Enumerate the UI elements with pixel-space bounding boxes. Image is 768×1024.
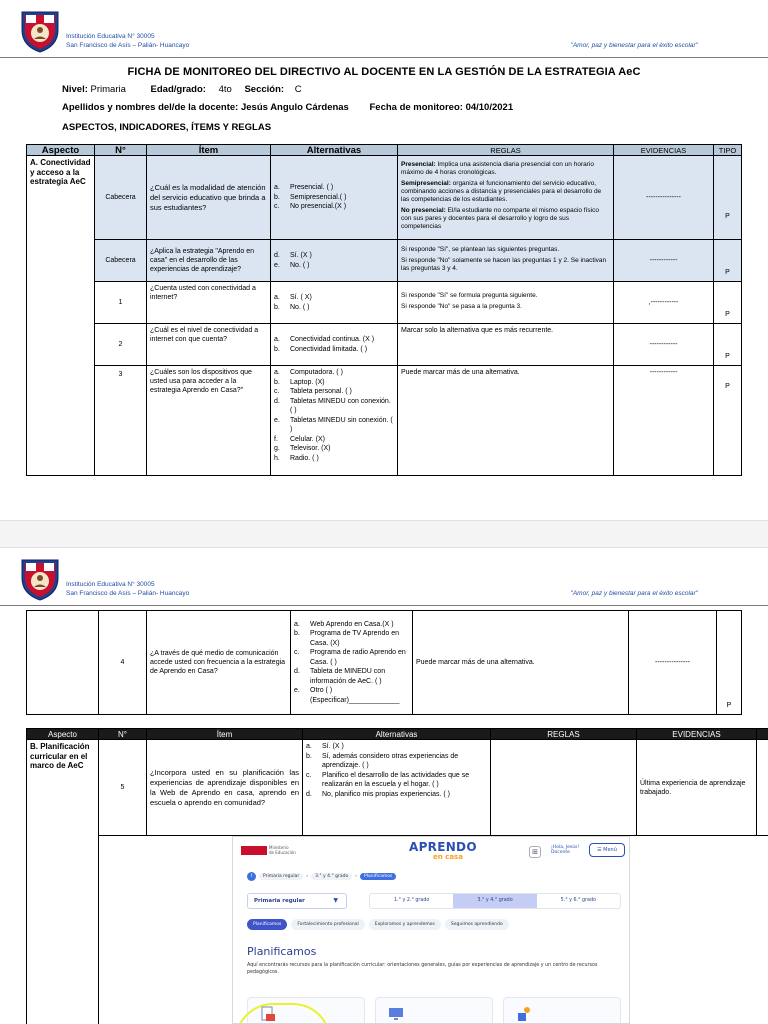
header-divider [0,605,768,606]
rule-term: No presencial: [401,207,446,214]
rule-desc: Implica una asistencia diaria presencial con un horario máximo de 4 horas cronológicas. [401,161,594,176]
edad-value: 4to [218,84,232,95]
alternative-option [294,620,409,630]
table-row [27,324,742,366]
alternative-option [274,251,394,261]
alternative-option [274,202,394,212]
header-divider [0,57,768,58]
alt-text: Sí, además considero otras experiencias de aprendizaje. ( ) [322,752,459,769]
rule-text: Si responde "Sí", se plantean las siguientes preguntas. [401,245,560,253]
item-question: ¿Cuál es la modalidad de atención del servicio educativo que brinda a sus estudiantes? [147,156,271,240]
aprendo-en-casa-screenshot [232,836,630,1024]
level-select[interactable] [247,893,347,909]
grade-selector [369,893,621,909]
info-row-level [62,84,302,95]
rule-term: Semipresencial: [401,180,451,187]
alt-text: Computadora. ( ) [290,369,343,376]
item-question: ¿Cuáles son los dispositivos que usted usa para acceder a la estrategia Aprendo en Casa?" [147,366,271,476]
alt-text: Tabletas MINEDU sin conexión. ( ) [290,416,393,433]
alt-key: a. [274,369,280,376]
evidence-cell: ------------ [614,240,714,282]
alternative-option [294,648,409,667]
page-separator [0,520,768,548]
role-line: Docente [551,850,570,855]
fecha-value: 04/10/2021 [465,102,514,113]
aspecto-cell [27,611,99,715]
monitor-icon [388,1006,404,1022]
menu-button[interactable]: ☰ Menú [589,843,625,857]
alternative-option [274,261,394,271]
col-item: Ítem [147,145,271,156]
col-extra [757,729,768,740]
evidence-cell: Última experiencia de aprendizaje trabajado. [637,740,757,836]
alternatives-cell [271,240,398,282]
chevron-right-icon: › [355,873,358,879]
page-header [0,0,768,58]
row-number: 2 [95,324,147,366]
docente-value: Jesús Angulo Cárdenas [240,102,349,113]
alt-text: Sí. (X ) [322,743,344,750]
alt-text: Programa de radio Aprendo en Casa. ( ) [310,649,406,666]
rule-desc: organiza el funcionamiento del servicio educativo, combinando acciones a distancia y presenciales para el desarrollo de las competencias de los estudiantes. [401,180,602,203]
alternative-option [274,303,394,313]
type-cell: P [714,366,742,476]
chevron-down-icon: ▼ [333,897,338,904]
evidence-cell: --------------- [629,611,717,715]
info-icon: i [247,872,256,881]
col-tipo: TIPO [714,145,742,156]
school-crest-logo [20,556,60,602]
edad-label: Edad/grado: [150,84,206,95]
alt-key: d. [306,790,312,798]
breadcrumb-item-current[interactable]: Planificamos [360,873,396,880]
col-numero: N° [95,145,147,156]
alt-key: c. [294,649,300,657]
alternatives-cell [271,282,398,324]
alt-key: a. [274,184,280,192]
section-tabs [247,919,509,930]
evidence-cell: ,------------ [614,282,714,324]
rules-cell [398,282,614,324]
col-aspecto: Aspecto [27,729,99,740]
alt-key: h. [274,454,280,462]
alternative-option [306,790,487,800]
alt-key: d. [274,397,280,405]
alt-text: Programa de TV Aprendo en Casa. (X) [310,630,399,647]
rule-text: Si responde "No" solamente se hacen las preguntas 1 y 2. Se inactivan las preguntas 3 y 4. [401,256,607,272]
alt-text: Presencial. ( ) [290,184,334,192]
alt-key: a. [306,743,312,750]
aspecto-cell: B. Planificación curricular en el marco de AeC [27,740,99,1024]
alt-text: Planifico el desarrollo de las actividades que se realizarán en la escuela y el hogar. ( ) [322,771,470,788]
alternative-option [294,667,409,686]
alternative-option [306,742,487,752]
institution-line-1: Institución Educativa N° 30005 [66,581,155,588]
info-row-teacher [62,102,513,113]
type-cell: P [717,611,742,715]
breadcrumb-item[interactable]: 3.° y 4.° grado [311,873,352,880]
row-number: 5 [99,740,147,836]
rules-cell [398,240,614,282]
alternative-option [274,368,394,378]
col-aspecto: Aspecto [27,145,95,156]
docente-label: Apellidos y nombres del/de la docente: [62,102,239,113]
col-evidencias: EVIDENCIAS [614,145,714,156]
col-reglas: REGLAS [398,145,614,156]
ministry-line-2: de Educación [269,849,296,855]
tab-exploramos[interactable]: Exploramos y aprendemos [369,919,441,930]
alt-text: Conectividad continua. (X ) [290,336,375,343]
grade-option[interactable]: 5.° y 6.° grado [560,898,596,903]
alt-key: e. [294,687,300,695]
rules-cell [398,366,614,476]
alt-text: Sí. ( X) [290,294,312,301]
rule-text: Marcar solo la alternativa que es más recurrente. [401,327,554,334]
alternative-option [274,378,394,388]
alt-text: Tableta personal. ( ) [290,388,352,395]
rule-text: Si responde "No" se pasa a la pregunta 3. [401,302,522,310]
section-heading: ASPECTOS, INDICADORES, ÍTEMS Y REGLAS [62,122,272,133]
row-number: 3 [95,366,147,476]
alt-text: Radio. ( ) [290,454,319,462]
type-cell: P [714,282,742,324]
monitoring-table-a [26,144,742,476]
alt-text: Laptop. (X) [290,378,325,386]
item-question: ¿Cuenta usted con conectividad a internet? [147,282,271,324]
alt-key: g. [274,445,280,452]
rules-cell: Puede marcar más de una alternativa. [413,611,629,715]
col-alternativas: Alternativas [303,729,491,740]
alt-key: e. [274,261,280,269]
table-row [27,282,742,324]
document-title: FICHA DE MONITOREO DEL DIRECTIVO AL DOCENTE EN LA GESTIÓN DE LA ESTRATEGIA AeC [127,66,641,78]
table-row [27,611,742,715]
alt-key: d. [274,252,280,259]
alternative-option [274,183,394,193]
grade-option[interactable]: 1.° y 2.° grado [394,898,430,903]
ministry-line-1: Ministerio [269,845,289,850]
col-evidencias: EVIDENCIAS [637,729,757,740]
alternatives-cell [271,156,398,240]
alternative-option [274,387,394,397]
alt-text: Semipresencial.( ) [290,193,347,201]
alt-key: c. [306,771,312,779]
alternatives-cell [271,324,398,366]
alternative-option [274,335,394,345]
table-row [27,366,742,476]
rule-text [401,161,610,177]
alternative-option [274,345,394,355]
institution-name [66,32,189,50]
alternative-option [274,435,394,445]
type-cell: P [714,324,742,366]
table-header-row [27,729,768,740]
monitoring-table-a-continued [26,610,742,715]
rule-text [401,207,610,231]
table-row [27,156,742,240]
alternative-option [274,397,394,416]
level-select-value: Primaria regular [254,898,305,904]
page-heading: Planificamos [247,945,317,958]
ministry-label [269,846,296,855]
alt-key: a. [294,620,300,628]
breadcrumb-item[interactable]: Primaria regular [259,873,303,880]
fecha-label: Fecha de monitoreo: [369,102,463,113]
col-alternativas: Alternativas [271,145,398,156]
resource-card[interactable] [503,997,621,1024]
chevron-right-icon: › [306,873,309,879]
extra-cell [757,740,768,836]
greeting-line: ¡Hola, Jesús! [551,845,580,850]
col-numero: N° [99,729,147,740]
institution-line-1: Institución Educativa N° 30005 [66,33,155,40]
rule-desc: El/la estudiante no comparte el mismo espacio físico con sus pares y docentes para el desarrollo y logro de sus competencias [401,207,599,230]
alternatives-cell [291,611,413,715]
alt-text: Sí. (X ) [290,252,312,259]
row-number: Cabecera [95,156,147,240]
rule-term: Presencial: [401,161,436,168]
seccion-label: Sección: [244,84,285,95]
row-number: Cabecera [95,240,147,282]
rule-text: Puede marcar más de una alternativa. [401,369,520,376]
alt-text: No presencial.(X ) [290,203,347,211]
alt-key: b. [306,752,312,760]
rule-text [401,180,610,204]
alt-text: Tabletas MINEDU con conexión. ( ) [290,397,391,414]
alt-key: b. [274,193,280,201]
col-item: Ítem [147,729,303,740]
alt-key: b. [274,378,280,386]
table-header-row [27,145,742,156]
institution-line-2: San Francisco de Asís – Palián- Huancayo [66,590,190,597]
alternative-option [294,629,409,648]
evidence-cell: ------------ [614,324,714,366]
alt-key: a. [274,336,280,343]
alt-key: e. [274,416,280,424]
alt-text: Tableta de MINEDU con información de AeC. ( ) [310,668,386,685]
alternative-option [274,193,394,203]
table-row [27,240,742,282]
tab-planificamos[interactable]: Planificamos [247,919,287,930]
rules-cell [398,156,614,240]
school-motto: "Amor, paz y bienestar para el éxito escolar" [570,590,698,597]
tab-seguimos[interactable]: Seguimos aprendiendo [445,919,509,930]
page-header [0,548,768,606]
page-2 [0,548,768,1024]
alt-text: Otro ( ) (Especificar)_____________ [310,687,400,704]
alternative-option [274,293,394,303]
row-number: 4 [99,611,147,715]
page-description: Aquí encontrarás recursos para la planificación curricular: orientaciones generales, guías por experiencias de aprendizaje y un centro de recursos pedagógicos. [247,963,598,975]
breadcrumb [247,871,396,881]
item-question: ¿A través de qué medio de comunicación accede usted con frecuencia a la estrategia de Aprendo en Casa? [147,611,291,715]
rule-text: Si responde "Sí" se formula pregunta siguiente. [401,291,538,299]
alt-text: No, planifico mis propias experiencias. ( ) [322,790,450,798]
alt-key: b. [274,345,280,353]
alternative-option [274,454,394,464]
site-brand: APRENDO [409,840,477,854]
institution-line-2: San Francisco de Asís – Palián- Huancayo [66,42,190,49]
tab-fortalecimiento[interactable]: Fortalecimiento profesional [291,919,364,930]
alternative-option [274,444,394,454]
alt-text: Televisor. (X) [290,445,331,452]
alt-text: No. ( ) [290,261,310,269]
seccion-value: C [294,84,302,95]
evidence-cell: --------------- [614,156,714,240]
alternative-option [294,686,409,705]
item-question: ¿Cuál es el nivel de conectividad a internet con que cuenta? [147,324,271,366]
row-number: 1 [95,282,147,324]
alt-key: d. [294,668,300,676]
nivel-label: Nivel: [62,84,88,95]
alt-key: a. [274,294,280,301]
table-row [27,740,768,836]
resources-icon [516,1006,532,1022]
alt-key: f. [274,435,278,443]
grade-option-selected[interactable]: 3.° y 4.° grado [453,894,536,908]
rules-cell [491,740,637,836]
alternatives-cell [303,740,491,836]
item-question: ¿Aplica la estrategia "Aprendo en casa" en el desarrollo de las experiencias de aprendizaje? [147,240,271,282]
item-question: ¿Incorpora usted en su planificación las experiencias de aprendizaje disponibles en la Web de Aprendo en casa, aprendo en escuela o aprendo en comunidad? [147,740,303,836]
alt-key: b. [274,303,280,311]
alternative-option [306,771,487,790]
alt-text: Conectividad limitada. ( ) [290,345,368,353]
alt-text: No. ( ) [290,303,310,311]
site-brand-sub: en casa [433,853,463,861]
col-reglas: REGLAS [491,729,637,740]
alt-key: c. [274,388,280,395]
grid-icon[interactable]: ⊞ [529,846,541,858]
site-topbar [233,837,629,863]
alt-text: Celular. (X) [290,435,326,443]
type-cell: P [714,156,742,240]
peru-logo [241,846,267,855]
alt-key: b. [294,630,300,638]
aspecto-cell: A. Conectividad y acceso a la estrategia AeC [27,156,95,476]
alt-key: c. [274,203,280,211]
rules-cell [398,324,614,366]
school-crest-logo [20,8,60,54]
resource-card[interactable] [375,997,493,1024]
alt-text: Web Aprendo en Casa.(X ) [310,620,394,628]
alternative-option [274,416,394,435]
alternative-option [306,752,487,771]
nivel-value: Primaria [90,84,126,95]
institution-name [66,580,189,598]
alternatives-cell [271,366,398,476]
evidence-cell: ------------ [614,366,714,476]
type-cell: P [714,240,742,282]
user-greeting [551,845,579,855]
school-motto: "Amor, paz y bienestar para el éxito escolar" [570,42,698,49]
